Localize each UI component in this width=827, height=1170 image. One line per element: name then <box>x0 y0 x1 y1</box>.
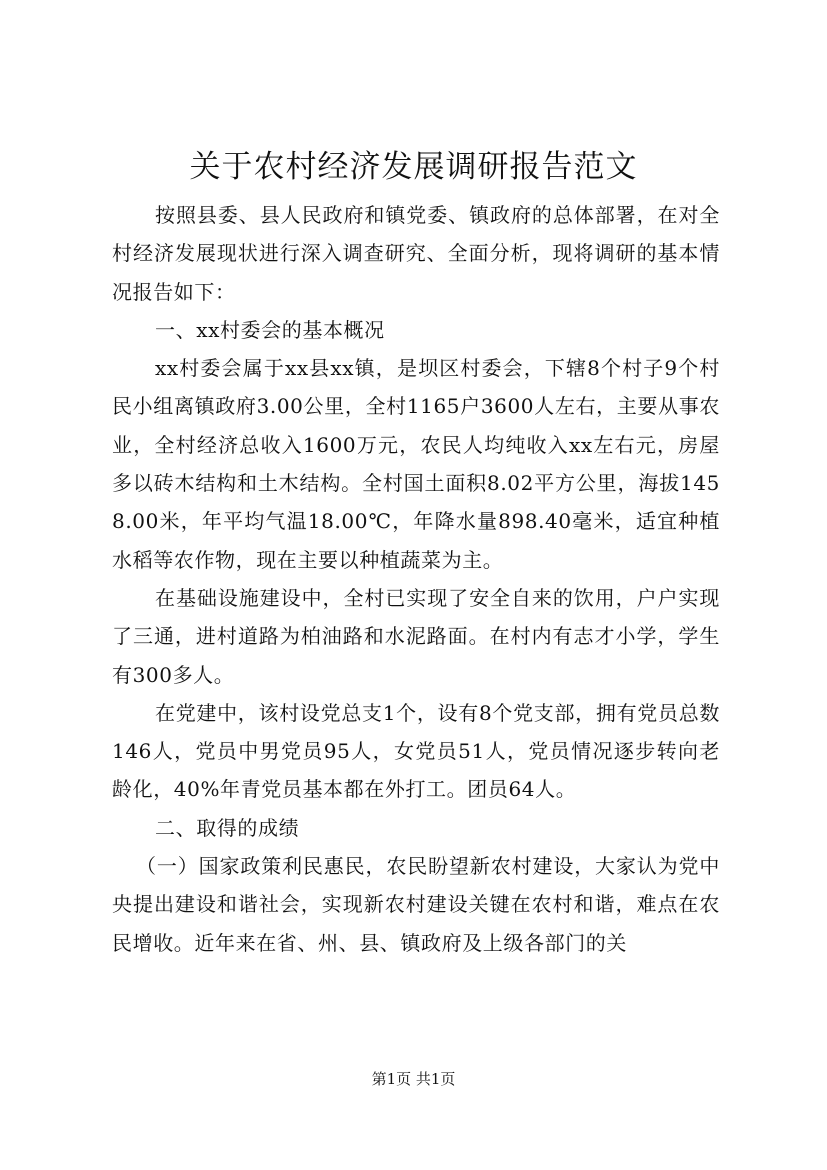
section-heading-2: 二、取得的成绩 <box>155 815 300 840</box>
document-title: 关于农村经济发展调研报告范文 <box>189 149 638 185</box>
achievements-paragraph: （一）国家政策利民惠民，农民盼望新农村建设，大家认为党中央提出建设和谐社会，实现新农村建设关键在农村和谐，难点在农民增收。近年来在省、州、县、镇政府及上级各部门的关 <box>112 854 720 955</box>
intro-paragraph: 按照县委、县人民政府和镇党委、镇政府的总体部署，在对全村经济发展现状进行深入调查研究、全面分析，现将调研的基本情况报告如下： <box>112 203 720 304</box>
infrastructure-paragraph: 在基础设施建设中，全村已实现了安全自来的饮用，户户实现了三通，进村道路为柏油路和水泥路面。在村内有志才小学，学生有300多人。 <box>112 585 720 687</box>
overview-paragraph: xx村委会属于xx县xx镇，是坝区村委会，下辖8个村子9个村民小组离镇政府3.00公里，全村1165户3600人左右，主要从事农业，全村经济总收入1600万元，农民人均纯收入xx左右元，房屋多以砖木结构和土木结构。全村国土面积8.02平方公里，海拔1458.00米，年平均气温18.00℃，年降水量898.40毫米，适宜种植水稻等农作物，现在主要以种植蔬菜为主。 <box>112 356 720 572</box>
party-building-paragraph: 在党建中，该村设党总支1个，设有8个党支部，拥有党员总数146人，党员中男党员95人，女党员51人，党员情况逐步转向老龄化，40%年青党员基本都在外打工。团员64人。 <box>112 700 720 802</box>
document-body <box>112 196 720 962</box>
section-heading-1: 一、xx村委会的基本概况 <box>155 317 385 342</box>
page-footer: 第1页 共1页 <box>371 1070 456 1088</box>
